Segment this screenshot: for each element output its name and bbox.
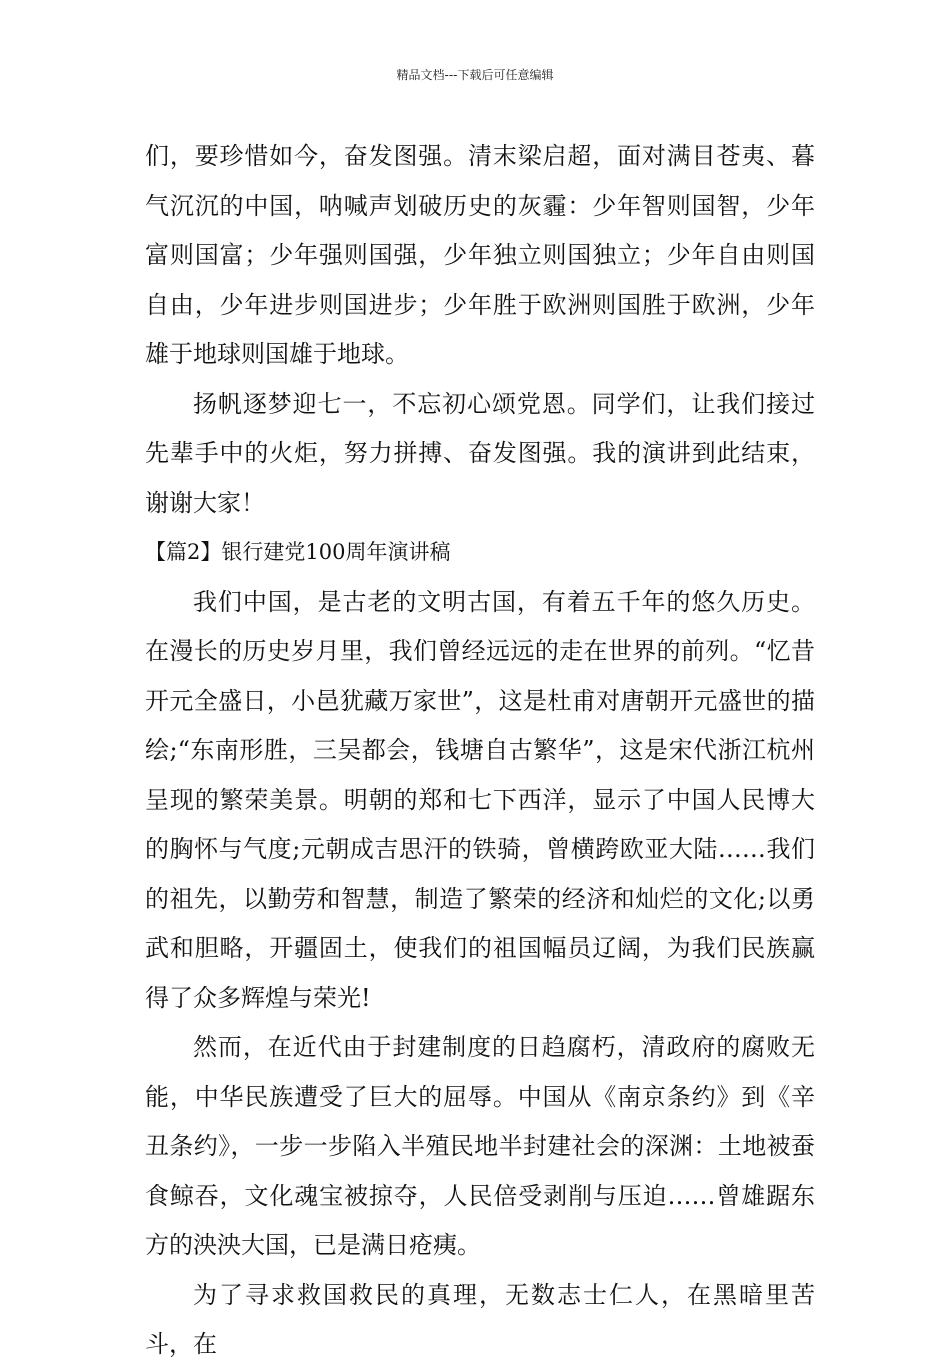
paragraph-history: 我们中国，是古老的文明古国，有着五千年的悠久历史。在漫长的历史岁月里，我们曾经远远的走在世界的前列。“忆昔开元全盛日，小邑犹藏万家世”，这是杜甫对唐朝开元盛世的描绘;“东南形胜，三吴都会，钱塘自古繁华”，这是宋代浙江杭州呈现的繁荣美景。明朝的郑和七下西洋，显示了中国人民博大的胸怀与气度;元朝成吉思汗的铁骑，曾横跨欧亚大陆……我们的祖先，以勤劳和智慧，制造了繁荣的经济和灿烂的文化;以勇武和胆略，开疆固土，使我们的祖国幅员辽阔，为我们民族赢得了众多辉煌与荣光!: [145, 587, 815, 1012]
paragraph-humiliation: 然而，在近代由于封建制度的日趋腐朽，清政府的腐败无能，中华民族遭受了巨大的屈辱。中国从《南京条约》到《辛丑条约》，一步一步陷入半殖民地半封建社会的深渊：土地被蚕食鲸吞，文化魂宝被掠夺，人民倍受剥削与压迫……曾雄踞东方的泱泱大国，已是满日疮痍。: [145, 1033, 815, 1259]
paragraph-continuation: 们，要珍惜如今，奋发图强。清末梁启超，面对满目苍夷、暮气沉沉的中国，呐喊声划破历史的灰霾：少年智则国智，少年富则国富；少年强则国强，少年独立则国独立；少年自由则国自由，少年进步则国进步；少年胜于欧洲则国胜于欧洲，少年雄于地球则国雄于地球。: [145, 142, 815, 368]
section-heading: 【篇2】银行建党100周年演讲稿: [145, 540, 451, 564]
page-header: 精品文档---下载后可任意编辑: [396, 68, 554, 82]
paragraph-closing: 扬帆逐梦迎七一，不忘初心颂党恩。同学们，让我们接过先辈手中的火炬，努力拼搏、奋发图强。我的演讲到此结束，谢谢大家！: [145, 389, 815, 517]
document-body: [145, 132, 815, 1370]
paragraph-struggle: 为了寻求救国救民的真理，无数志士仁人，在黑暗里苦斗，在: [145, 1280, 815, 1358]
